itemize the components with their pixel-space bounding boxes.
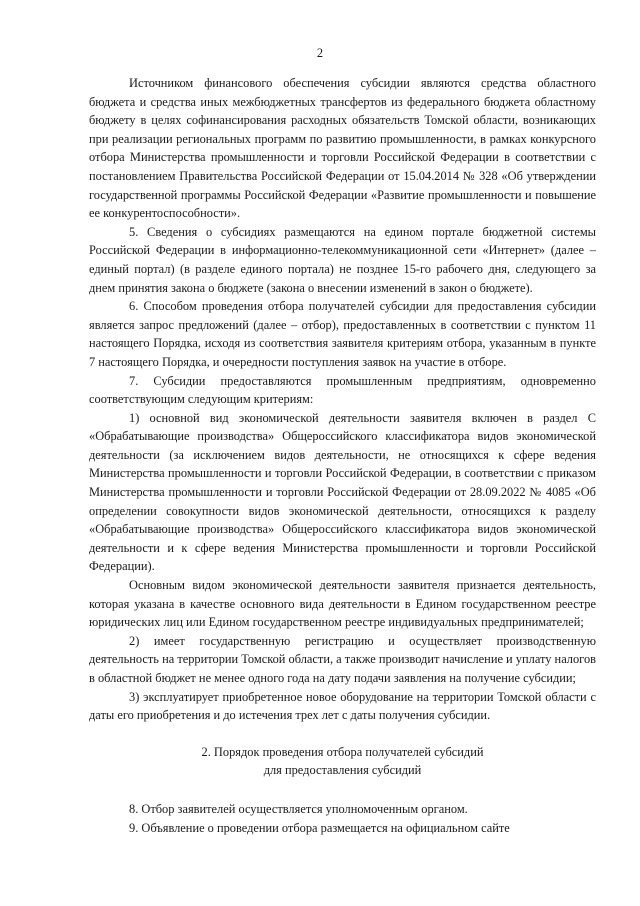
section-heading-line-2: для предоставления субсидий — [263, 763, 422, 778]
paragraph-9: 9. Объявление о проведении отбора размещается на официальном сайте — [129, 820, 510, 835]
paragraph-funding-source: Источником финансового обеспечения субсидии являются средства областного бюджета и средства иных межбюджетных трансфертов из федерального бюджета областному бюджету в целях софинансирования расходных обязательств Томской области, возникающих при реализации региональных программ по развитию промышленности, в рамках конкурсного отбора Министерства промышленности и торговли Российской Федерации в соответствии с постановлением Правительства Российской Федерации от 15.04.2014 № 328 «Об утверждении государственной программы Российской Федерации «Развитие промышленности и повышение ее конкурентоспособности». — [89, 76, 596, 221]
paragraph-5: 5. Сведения о субсидиях размещаются на едином портале бюджетной системы Российской Федерации в информационно-телекоммуникационной сети «Интернет» (далее – единый портал) (в разделе единого портала) не позднее 15-го рабочего дня, следующего за днем принятия закона о бюджете (закона о внесении изменений в закон о бюджете). — [89, 224, 596, 295]
paragraph-7: 7. Субсидии предоставляются промышленным предприятиям, одновременно соответствующим следующим критериям: — [89, 373, 596, 407]
section-heading-line-1: 2. Порядок проведения отбора получателей субсидий — [201, 744, 484, 759]
criterion-3: 3) эксплуатирует приобретенное новое оборудование на территории Томской области с даты его приобретения и до истечения трех лет с даты получения субсидии. — [89, 689, 596, 723]
criterion-2: 2) имеет государственную регистрацию и осуществляет производственную деятельность на территории Томской области, а также производит начисление и уплату налогов в областной бюджет не менее одного года на дату подачи заявления на получение субсидии; — [89, 633, 596, 685]
paragraph-8: 8. Отбор заявителей осуществляется уполномоченным органом. — [129, 801, 468, 816]
paragraph-6: 6. Способом проведения отбора получателей субсидии для предоставления субсидии является запрос предложений (далее – отбор), предоставленных в соответствии с пунктом 11 настоящего Порядка, исходя из соответствия заявителя критериям отбора, указанным в пункте 7 настоящего Порядка, и очередности поступления заявок на участие в отборе. — [89, 299, 596, 369]
page-number: 2 — [316, 46, 324, 60]
document-body — [89, 74, 596, 837]
criterion-1-note: Основным видом экономической деятельности заявителя признается деятельность, которая указана в качестве основного вида деятельности в Едином государственном реестре юридических лиц или Едином государственном реестре индивидуальных предпринимателей; — [89, 578, 596, 630]
section-heading — [89, 743, 596, 780]
criterion-1: 1) основной вид экономической деятельности заявителя включен в раздел С «Обрабатывающие производства» Общероссийского классификатора видов экономической деятельности (за исключением видов деятельности, не относящихся к сфере ведения Министерства промышленности и торговли Российской Федерации, в соответствии с приказом Министерства промышленности и торговли Российской Федерации от 28.09.2022 № 4085 «Об определении совокупности видов экономической деятельности, относящихся к разделу «Обрабатывающие производства» Общероссийского классификатора видов экономической деятельности и к сфере ведения Министерства промышленности и торговли Российской Федерации). — [89, 410, 596, 574]
